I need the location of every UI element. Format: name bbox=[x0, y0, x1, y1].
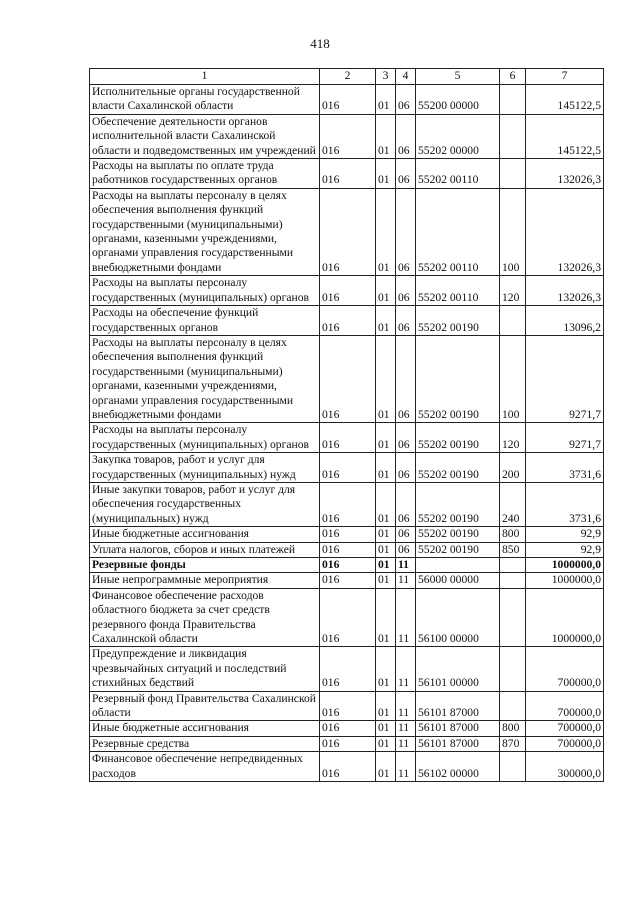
row-name-cell: Расходы на выплаты по оплате труда работников государственных органов bbox=[90, 159, 320, 189]
row-code-cell: 016 bbox=[320, 588, 376, 647]
row-amount-cell: 1000000,0 bbox=[526, 588, 604, 647]
row-subsection-cell: 11 bbox=[396, 752, 416, 782]
table-row bbox=[90, 691, 604, 721]
row-target-article-cell: 55202 00110 bbox=[416, 188, 500, 275]
row-target-article-cell: 56101 00000 bbox=[416, 647, 500, 691]
row-section-cell: 01 bbox=[376, 542, 396, 557]
row-subsection-cell: 06 bbox=[396, 276, 416, 306]
row-expense-type-cell: 120 bbox=[500, 276, 526, 306]
row-name-cell: Резервные фонды bbox=[90, 558, 320, 573]
table-row bbox=[90, 573, 604, 588]
table-row bbox=[90, 527, 604, 542]
row-section-cell: 01 bbox=[376, 276, 396, 306]
row-amount-cell: 300000,0 bbox=[526, 752, 604, 782]
header-cell-2: 2 bbox=[320, 69, 376, 85]
row-amount-cell: 9271,7 bbox=[526, 335, 604, 422]
row-section-cell: 01 bbox=[376, 527, 396, 542]
table-row bbox=[90, 306, 604, 336]
row-target-article-cell: 55202 00190 bbox=[416, 482, 500, 526]
row-section-cell: 01 bbox=[376, 752, 396, 782]
row-code-cell: 016 bbox=[320, 542, 376, 557]
row-target-article-cell: 56101 87000 bbox=[416, 736, 500, 751]
row-subsection-cell: 11 bbox=[396, 588, 416, 647]
row-code-cell: 016 bbox=[320, 736, 376, 751]
row-target-article-cell: 56101 87000 bbox=[416, 721, 500, 736]
row-expense-type-cell: 120 bbox=[500, 423, 526, 453]
row-code-cell: 016 bbox=[320, 85, 376, 115]
row-code-cell: 016 bbox=[320, 159, 376, 189]
row-target-article-cell: 55202 00190 bbox=[416, 423, 500, 453]
row-subsection-cell: 06 bbox=[396, 527, 416, 542]
row-target-article-cell: 55202 00190 bbox=[416, 335, 500, 422]
row-code-cell: 016 bbox=[320, 691, 376, 721]
table-row bbox=[90, 453, 604, 483]
row-code-cell: 016 bbox=[320, 114, 376, 158]
row-subsection-cell: 06 bbox=[396, 423, 416, 453]
row-code-cell: 016 bbox=[320, 276, 376, 306]
row-expense-type-cell bbox=[500, 159, 526, 189]
table-row bbox=[90, 85, 604, 115]
row-section-cell: 01 bbox=[376, 482, 396, 526]
row-code-cell: 016 bbox=[320, 482, 376, 526]
table-row bbox=[90, 721, 604, 736]
row-name-cell: Предупреждение и ликвидация чрезвычайных ситуаций и последствий стихийных бедствий bbox=[90, 647, 320, 691]
row-code-cell: 016 bbox=[320, 188, 376, 275]
row-target-article-cell: 56100 00000 bbox=[416, 588, 500, 647]
row-subsection-cell: 06 bbox=[396, 453, 416, 483]
row-section-cell: 01 bbox=[376, 159, 396, 189]
budget-table bbox=[89, 68, 604, 782]
row-name-cell: Расходы на выплаты персоналу государственных (муниципальных) органов bbox=[90, 423, 320, 453]
table-row bbox=[90, 588, 604, 647]
row-target-article-cell: 55202 00110 bbox=[416, 276, 500, 306]
row-name-cell: Расходы на обеспечение функций государственных органов bbox=[90, 306, 320, 336]
row-section-cell: 01 bbox=[376, 423, 396, 453]
table-row bbox=[90, 159, 604, 189]
row-code-cell: 016 bbox=[320, 558, 376, 573]
row-target-article-cell: 55202 00110 bbox=[416, 159, 500, 189]
row-target-article-cell: 55202 00000 bbox=[416, 114, 500, 158]
row-expense-type-cell bbox=[500, 558, 526, 573]
row-section-cell: 01 bbox=[376, 647, 396, 691]
table-row bbox=[90, 542, 604, 557]
row-expense-type-cell: 100 bbox=[500, 188, 526, 275]
row-name-cell: Иные бюджетные ассигнования bbox=[90, 527, 320, 542]
row-name-cell: Расходы на выплаты персоналу в целях обеспечения выполнения функций государственными (муниципальными) органами, казенными учреждениями, органами управления государственными внебюджетными фондами bbox=[90, 335, 320, 422]
table-body bbox=[90, 85, 604, 782]
row-name-cell: Резервные средства bbox=[90, 736, 320, 751]
row-amount-cell: 700000,0 bbox=[526, 736, 604, 751]
table-row bbox=[90, 647, 604, 691]
row-subsection-cell: 11 bbox=[396, 721, 416, 736]
table-row bbox=[90, 736, 604, 751]
row-expense-type-cell: 800 bbox=[500, 527, 526, 542]
row-expense-type-cell: 850 bbox=[500, 542, 526, 557]
row-expense-type-cell: 870 bbox=[500, 736, 526, 751]
row-amount-cell: 9271,7 bbox=[526, 423, 604, 453]
table-header-row bbox=[90, 69, 604, 85]
row-section-cell: 01 bbox=[376, 721, 396, 736]
row-name-cell: Расходы на выплаты персоналу государственных (муниципальных) органов bbox=[90, 276, 320, 306]
row-expense-type-cell bbox=[500, 573, 526, 588]
row-code-cell: 016 bbox=[320, 721, 376, 736]
row-code-cell: 016 bbox=[320, 752, 376, 782]
row-name-cell: Иные закупки товаров, работ и услуг для обеспечения государственных (муниципальных) нужд bbox=[90, 482, 320, 526]
row-code-cell: 016 bbox=[320, 306, 376, 336]
row-section-cell: 01 bbox=[376, 188, 396, 275]
row-expense-type-cell: 200 bbox=[500, 453, 526, 483]
row-expense-type-cell bbox=[500, 306, 526, 336]
header-cell-5: 5 bbox=[416, 69, 500, 85]
table-row bbox=[90, 482, 604, 526]
row-name-cell: Резервный фонд Правительства Сахалинской области bbox=[90, 691, 320, 721]
row-amount-cell: 3731,6 bbox=[526, 482, 604, 526]
row-expense-type-cell bbox=[500, 588, 526, 647]
row-name-cell: Обеспечение деятельности органов исполнительной власти Сахалинской области и подведомственных им учреждений bbox=[90, 114, 320, 158]
row-section-cell: 01 bbox=[376, 558, 396, 573]
row-section-cell: 01 bbox=[376, 114, 396, 158]
row-subsection-cell: 06 bbox=[396, 85, 416, 115]
header-cell-3: 3 bbox=[376, 69, 396, 85]
row-expense-type-cell bbox=[500, 114, 526, 158]
header-cell-6: 6 bbox=[500, 69, 526, 85]
row-subsection-cell: 11 bbox=[396, 691, 416, 721]
row-amount-cell: 132026,3 bbox=[526, 159, 604, 189]
row-code-cell: 016 bbox=[320, 647, 376, 691]
row-amount-cell: 145122,5 bbox=[526, 85, 604, 115]
row-target-article-cell: 55200 00000 bbox=[416, 85, 500, 115]
row-name-cell: Финансовое обеспечение расходов областного бюджета за счет средств резервного фонда Правительства Сахалинской области bbox=[90, 588, 320, 647]
row-subsection-cell: 06 bbox=[396, 335, 416, 422]
row-target-article-cell: 56101 87000 bbox=[416, 691, 500, 721]
table-row bbox=[90, 558, 604, 573]
row-section-cell: 01 bbox=[376, 588, 396, 647]
row-section-cell: 01 bbox=[376, 85, 396, 115]
row-code-cell: 016 bbox=[320, 453, 376, 483]
row-expense-type-cell bbox=[500, 691, 526, 721]
row-target-article-cell: 56000 00000 bbox=[416, 573, 500, 588]
row-subsection-cell: 11 bbox=[396, 558, 416, 573]
row-subsection-cell: 06 bbox=[396, 542, 416, 557]
row-subsection-cell: 06 bbox=[396, 114, 416, 158]
table-row bbox=[90, 276, 604, 306]
row-expense-type-cell bbox=[500, 647, 526, 691]
row-code-cell: 016 bbox=[320, 423, 376, 453]
table-row bbox=[90, 335, 604, 422]
row-amount-cell: 92,9 bbox=[526, 527, 604, 542]
row-expense-type-cell: 800 bbox=[500, 721, 526, 736]
row-name-cell: Уплата налогов, сборов и иных платежей bbox=[90, 542, 320, 557]
row-name-cell: Иные бюджетные ассигнования bbox=[90, 721, 320, 736]
row-expense-type-cell: 100 bbox=[500, 335, 526, 422]
row-subsection-cell: 11 bbox=[396, 736, 416, 751]
row-subsection-cell: 06 bbox=[396, 306, 416, 336]
row-amount-cell: 145122,5 bbox=[526, 114, 604, 158]
row-subsection-cell: 06 bbox=[396, 482, 416, 526]
row-target-article-cell: 55202 00190 bbox=[416, 306, 500, 336]
row-amount-cell: 3731,6 bbox=[526, 453, 604, 483]
row-amount-cell: 1000000,0 bbox=[526, 558, 604, 573]
row-amount-cell: 700000,0 bbox=[526, 647, 604, 691]
row-code-cell: 016 bbox=[320, 527, 376, 542]
row-target-article-cell bbox=[416, 558, 500, 573]
page-number: 418 bbox=[310, 36, 330, 51]
header-cell-4: 4 bbox=[396, 69, 416, 85]
row-amount-cell: 92,9 bbox=[526, 542, 604, 557]
row-code-cell: 016 bbox=[320, 573, 376, 588]
row-code-cell: 016 bbox=[320, 335, 376, 422]
row-section-cell: 01 bbox=[376, 573, 396, 588]
row-name-cell: Закупка товаров, работ и услуг для государственных (муниципальных) нужд bbox=[90, 453, 320, 483]
row-expense-type-cell: 240 bbox=[500, 482, 526, 526]
row-name-cell: Исполнительные органы государственной власти Сахалинской области bbox=[90, 85, 320, 115]
row-subsection-cell: 06 bbox=[396, 159, 416, 189]
row-name-cell: Иные непрограммные мероприятия bbox=[90, 573, 320, 588]
row-expense-type-cell bbox=[500, 85, 526, 115]
row-section-cell: 01 bbox=[376, 453, 396, 483]
row-expense-type-cell bbox=[500, 752, 526, 782]
row-name-cell: Финансовое обеспечение непредвиденных расходов bbox=[90, 752, 320, 782]
header-cell-7: 7 bbox=[526, 69, 604, 85]
row-amount-cell: 1000000,0 bbox=[526, 573, 604, 588]
row-amount-cell: 700000,0 bbox=[526, 691, 604, 721]
row-target-article-cell: 56102 00000 bbox=[416, 752, 500, 782]
table-row bbox=[90, 114, 604, 158]
row-target-article-cell: 55202 00190 bbox=[416, 527, 500, 542]
table-row bbox=[90, 423, 604, 453]
row-name-cell: Расходы на выплаты персоналу в целях обеспечения выполнения функций государственными (муниципальными) органами, казенными учреждениями, органами управления государственными внебюджетными фондами bbox=[90, 188, 320, 275]
row-section-cell: 01 bbox=[376, 306, 396, 336]
row-amount-cell: 13096,2 bbox=[526, 306, 604, 336]
row-amount-cell: 132026,3 bbox=[526, 276, 604, 306]
row-section-cell: 01 bbox=[376, 335, 396, 422]
row-amount-cell: 132026,3 bbox=[526, 188, 604, 275]
header-cell-1: 1 bbox=[90, 69, 320, 85]
row-subsection-cell: 06 bbox=[396, 188, 416, 275]
row-section-cell: 01 bbox=[376, 736, 396, 751]
row-target-article-cell: 55202 00190 bbox=[416, 453, 500, 483]
row-amount-cell: 700000,0 bbox=[526, 721, 604, 736]
row-subsection-cell: 11 bbox=[396, 573, 416, 588]
table-row bbox=[90, 752, 604, 782]
row-subsection-cell: 11 bbox=[396, 647, 416, 691]
row-target-article-cell: 55202 00190 bbox=[416, 542, 500, 557]
table-row bbox=[90, 188, 604, 275]
row-section-cell: 01 bbox=[376, 691, 396, 721]
